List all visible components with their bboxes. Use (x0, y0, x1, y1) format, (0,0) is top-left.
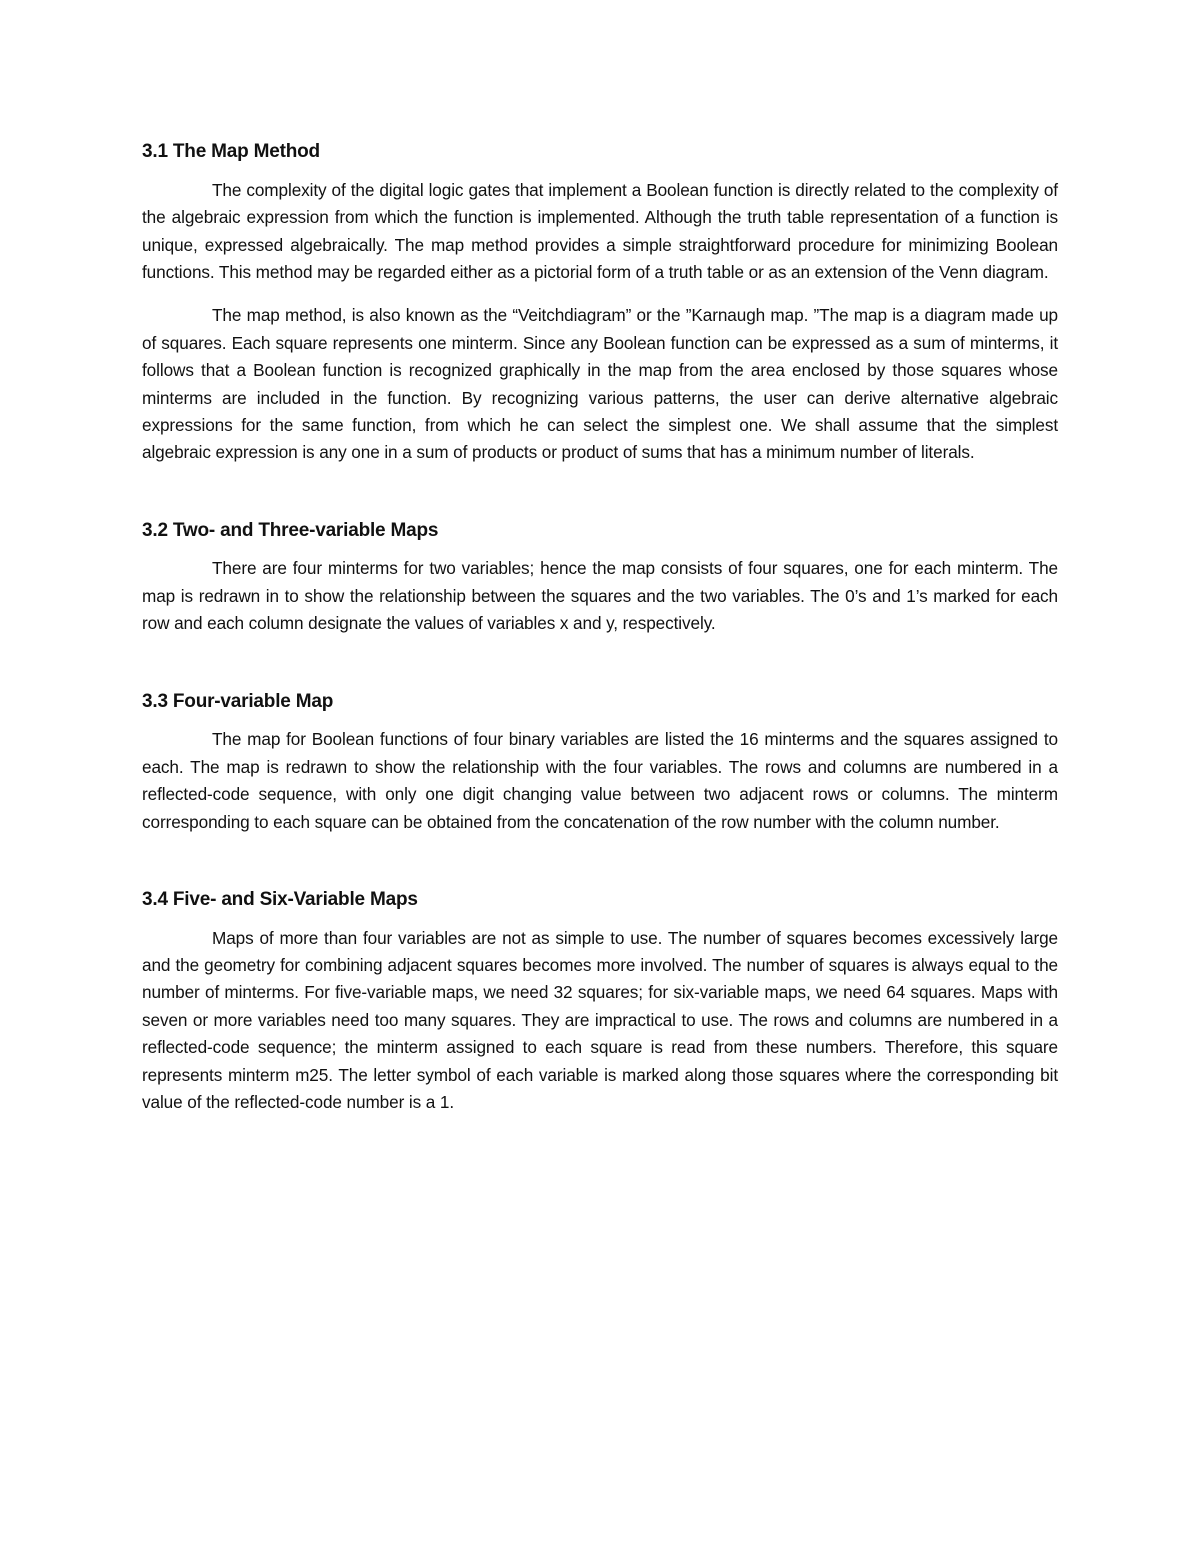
section-heading: 3.1 The Map Method (142, 141, 320, 162)
section-heading: 3.2 Two- and Three-variable Maps (142, 519, 439, 541)
section-two-three-variable-maps (142, 519, 1058, 638)
paragraph: The map for Boolean functions of four binary variables are listed the 16 minterms and the squares assigned to each. The map is redrawn to show the relationship with the four variables. The rows and columns are numbered in a reflected-code sequence, with only one digit changing value between two adjacent rows or columns. The minterm corresponding to each square can be obtained from the concatenation of the row number with the column number. (142, 729, 1058, 832)
section-map-method (142, 140, 1058, 467)
section-four-variable-map (142, 690, 1058, 836)
paragraph: There are four minterms for two variables; hence the map consists of four squares, one for each minterm. The map is redrawn in to show the relationship between the squares and the two variables. The 0’s and 1’s marked for each row and each column designate the values of variables x and y, respectively. (142, 558, 1058, 634)
section-heading: 3.3 Four-variable Map (142, 690, 334, 712)
section-heading: 3.4 Five- and Six-Variable Maps (142, 888, 418, 910)
paragraph: Maps of more than four variables are not as simple to use. The number of squares becomes excessively large and the geometry for combining adjacent squares becomes more involved. The number of squares is always equal to the number of minterms. For five-variable maps, we need 32 squares; for six-variable maps, we need 64 squares. Maps with seven or more variables need too many squares. They are impractical to use. The rows and columns are numbered in a reflected-code sequence; the minterm assigned to each square is read from these numbers. Therefore, this square represents minterm m25. The letter symbol of each variable is marked along those squares where the corresponding bit value of the reflected-code number is a 1. (142, 927, 1058, 1113)
section-five-six-variable-maps (142, 888, 1058, 1117)
paragraph: The complexity of the digital logic gates that implement a Boolean function is directly related to the complexity of the algebraic expression from which the function is implemented. Although the truth table representation of a function is unique, expressed algebraically. The map method provides a simple straightforward procedure for minimizing Boolean functions. This method may be regarded either as a pictorial form of a truth table or as an extension of the Venn diagram. (142, 179, 1058, 282)
document-page (142, 140, 1058, 1117)
paragraph: The map method, is also known as the “Veitchdiagram” or the ”Karnaugh map. ”The map is a diagram made up of squares. Each square represents one minterm. Since any Boolean function can be expressed as a sum of minterms, it follows that a Boolean function is recognized graphically in the map from the area enclosed by those squares whose minterms are included in the function. By recognizing various patterns, the user can derive alternative algebraic expressions for the same function, from which he can select the simplest one. We shall assume that the simplest algebraic expression is any one in a sum of products or product of sums that has a minimum number of literals. (142, 305, 1058, 463)
